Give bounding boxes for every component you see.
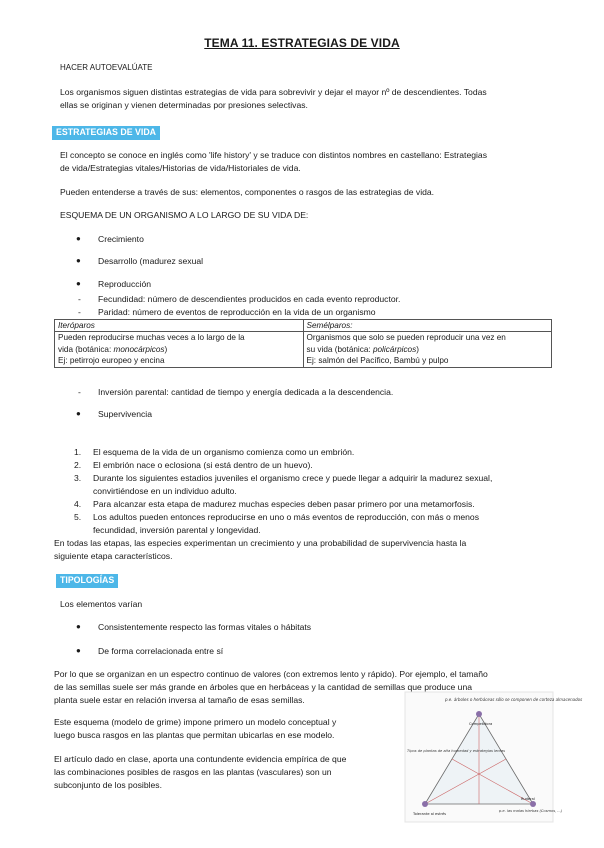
list-item: De forma correlacionada entre sí xyxy=(98,646,224,656)
parental-investment-item: Inversión parental: cantidad de tiempo y energía dedicada a la descendencia. xyxy=(98,387,394,397)
step-text: convirtiéndose en un individuo adulto. xyxy=(93,486,237,496)
plant-icon xyxy=(422,801,428,807)
scheme-heading: ESQUEMA DE UN ORGANISMO A LO LARGO DE SU VIDA DE: xyxy=(60,210,309,220)
bullet-dot: ● xyxy=(76,234,81,243)
plant-icon xyxy=(530,801,536,807)
list-item: Supervivencia xyxy=(98,409,152,419)
fecundity-item: Fecundidad: número de descendientes producidos en cada evento reproductor. xyxy=(98,294,401,304)
table-cell-semelparous xyxy=(303,332,552,367)
grime-line-2: luego busca rasgos en las plantas que permitan ubicarlas en ese modelo. xyxy=(54,730,335,740)
list-item: Reproducción xyxy=(98,279,152,289)
step-text: fecundidad, inversión parental y longevidad. xyxy=(93,525,261,535)
step-number: 3. xyxy=(74,473,82,483)
step-number: 1. xyxy=(74,447,82,457)
bullet-dot: ● xyxy=(76,646,81,655)
section-heading-typologies: TIPOLOGÍAS xyxy=(56,574,118,588)
closing-line-2: siguiente etapa característicos. xyxy=(54,551,173,561)
figure-label-stress: Tolerante al estrés xyxy=(413,812,447,816)
typologies-lead: Los elementos varían xyxy=(60,599,143,609)
intro-line-2: ellas se originan y vienen determinadas por presiones selectivas. xyxy=(60,100,308,110)
figure-label-ruderal: Ruderal xyxy=(521,797,535,801)
spectrum-line-2: de las semillas suele ser más grande en árboles que en herbáceas y la cantidad de semillas que produce una xyxy=(54,682,473,692)
bullet-dot: ● xyxy=(76,622,81,631)
spectrum-line-1: Por lo que se organizan en un espectro continuo de valores (con extremos lento y rápido). Por ejemplo, el tamaño xyxy=(54,669,488,679)
table-line: su vida (botánica: policárpicos) xyxy=(306,344,419,354)
closing-line-1: En todas las etapas, las especies experimentan un crecimiento y una probabilidad de supervivencia hasta la xyxy=(54,538,467,548)
table-header-iteroparous: Iteróparos xyxy=(55,320,304,332)
step-text: El esquema de la vida de un organismo comienza como un embrión. xyxy=(93,447,355,457)
step-number: 5. xyxy=(74,512,82,522)
article-line-1: El artículo dado en clase, aporta una contundente evidencia empírica de que xyxy=(54,754,347,764)
table-line: Organismos que solo se pueden reproducir una vez en xyxy=(306,333,506,343)
article-line-2: las combinaciones posibles de rasgos en las plantas (vasculares) son un xyxy=(54,767,332,777)
bullet-dot: ● xyxy=(76,256,81,265)
step-text: Durante los siguientes estadios juveniles el organismo crece y puede llegar a adquirir la madurez sexual, xyxy=(93,473,493,483)
spectrum-line-3: planta suele estar en relación inversa al tamaño de esas semillas. xyxy=(54,695,305,705)
bullet-dot: ● xyxy=(76,279,81,288)
table-line: Ej: petirrojo europeo y encina xyxy=(58,356,165,366)
dash-marker: - xyxy=(78,294,81,304)
list-item: Desarrollo (madurez sexual xyxy=(98,256,204,266)
figure-note-right: p.e. las malas hierbas (Cosmos, ...) xyxy=(499,809,563,813)
bullet-dot: ● xyxy=(76,409,81,418)
table-line: vida (botánica: monocárpicos) xyxy=(58,344,168,354)
figure-note-top: p.e. árboles o herbáceas sólo se componen de corteza almacenados xyxy=(445,697,583,702)
concept-line-2: de vida/Estrategias vitales/Historias de vida/Historiales de vida. xyxy=(60,163,301,173)
list-item: Crecimiento xyxy=(98,234,144,244)
list-item: Consistentemente respecto las formas vitales o hábitats xyxy=(98,622,312,632)
plant-icon xyxy=(476,711,482,717)
figure-note-left: Tipos de plantas de alta humedad y estrategias lentas xyxy=(407,749,505,753)
elements-paragraph: Pueden entenderse a través de sus: elementos, componentes o rasgos de las estrategias de vida. xyxy=(60,187,435,197)
parity-item: Paridad: número de eventos de reproducción en la vida de un organismo xyxy=(98,307,376,317)
intro-line-1: Los organismos siguen distintas estrategias de vida para sobrevivir y dejar el mayor nº de descendientes. Todas xyxy=(60,87,487,97)
table-line: Pueden reproducirse muchas veces a lo largo de la xyxy=(58,333,245,343)
table-line: Ej: salmón del Pacífico, Bambú y pulpo xyxy=(306,356,449,366)
page-title: TEMA 11. ESTRATEGIAS DE VIDA xyxy=(204,36,400,50)
self-assess-label: HACER AUTOEVALÚATE xyxy=(60,63,153,72)
step-text: Para alcanzar esta etapa de madurez muchas especies deben pasar primero por una metamorfosis. xyxy=(93,499,475,509)
table-cell-iteroparous xyxy=(55,332,304,367)
dash-marker: - xyxy=(78,307,81,317)
section-heading-strategies: ESTRATEGIAS DE VIDA xyxy=(52,126,160,140)
grime-triangle-figure xyxy=(405,692,583,822)
table-header-semelparous: Semélparos: xyxy=(303,320,552,332)
step-text: El embrión nace o eclosiona (si está dentro de un huevo). xyxy=(93,460,313,470)
reproduction-table xyxy=(54,319,552,368)
figure-label-competitor: Competidora xyxy=(469,722,493,726)
step-number: 2. xyxy=(74,460,82,470)
article-line-3: subconjunto de los posibles. xyxy=(54,780,162,790)
grime-line-1: Este esquema (modelo de grime) impone primero un modelo conceptual y xyxy=(54,717,337,727)
step-text: Los adultos pueden entonces reproducirse en uno o más eventos de reproducción, con más o menos xyxy=(93,512,480,522)
dash-marker: - xyxy=(78,387,81,397)
concept-line-1: El concepto se conoce en inglés como 'life history' y se traduce con distintos nombres en castellano: Estrategias xyxy=(60,150,487,160)
step-number: 4. xyxy=(74,499,82,509)
